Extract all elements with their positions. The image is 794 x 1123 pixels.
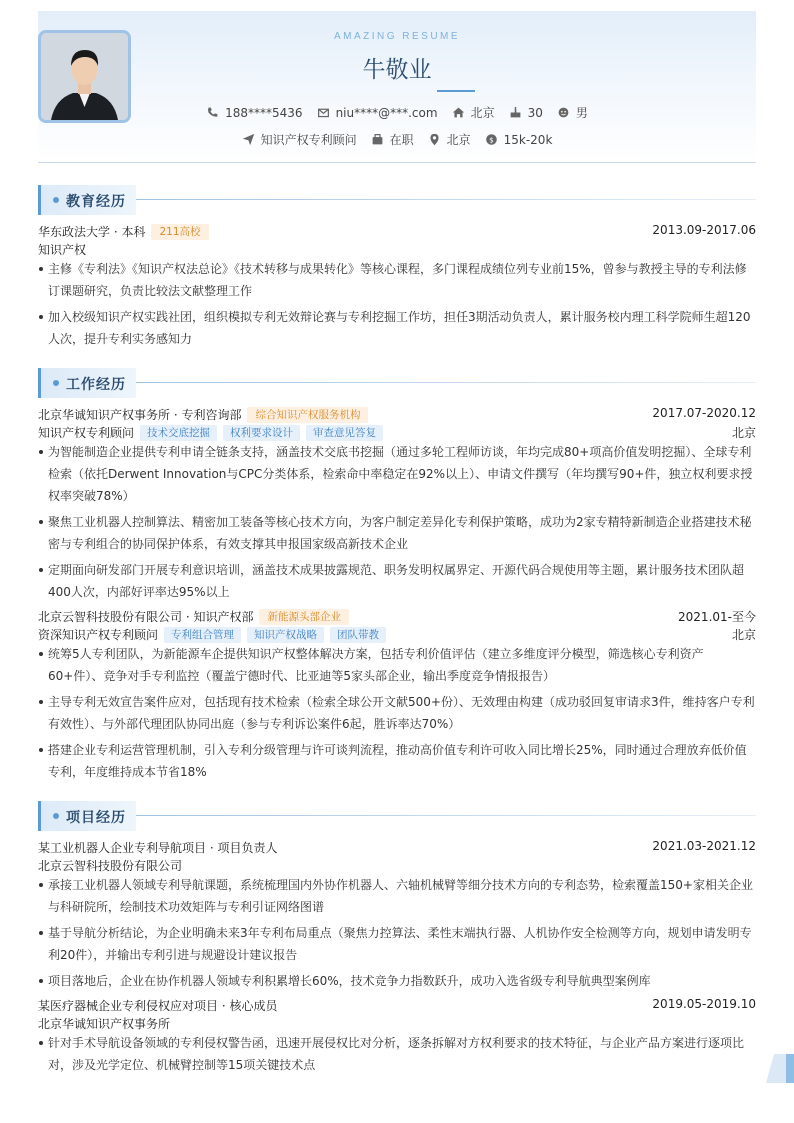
- briefcase-icon: [371, 133, 384, 146]
- gender-icon: [557, 106, 570, 119]
- candidate-name: 牛敬业: [362, 57, 432, 83]
- company-tag: 综合知识产权服务机构: [247, 407, 368, 423]
- status-text: 在职: [389, 133, 414, 147]
- work-role-line: [38, 424, 756, 442]
- project-date: 2019.05-2019.10: [652, 997, 756, 1011]
- send-icon: [242, 133, 255, 146]
- section-title: 教育经历: [66, 194, 126, 210]
- skill-tag: 技术交底挖掘: [140, 425, 217, 441]
- section-divider: [136, 382, 756, 383]
- school-name: 华东政法大学 · 本科: [38, 225, 146, 239]
- section-dot-icon: [53, 380, 59, 386]
- age-text: 30: [527, 105, 543, 120]
- target-position-item: [242, 131, 357, 148]
- salary-item: [485, 133, 553, 147]
- company-name: 北京云智科技股份有限公司 · 知识产权部: [38, 610, 254, 624]
- skill-tag: 审查意见答复: [306, 425, 383, 441]
- list-item: 主导专利无效宣告案件应对，包括现有技术检索（检索全球公开文献500+份）、无效理由构建（成功驳回复审请求3件，维持客户专利有效性）、与外部代理团队协同出庭（参与专利诉讼案件6起，胜诉率达70%）: [38, 691, 756, 735]
- corner-decoration: [766, 1054, 794, 1083]
- work-entry-header: [38, 608, 756, 626]
- salary-icon: [485, 133, 498, 146]
- home-text: 北京: [470, 106, 495, 120]
- skill-tag: 知识产权战略: [247, 627, 324, 643]
- project-date: 2021.03-2021.12: [652, 839, 756, 853]
- list-item: 搭建企业专利运营管理机制，引入专利分级管理与许可谈判流程，推动高价值专利许可收入同比增长25%，同时通过合理放弃低价值专利，年度维持成本节省18%: [38, 739, 756, 783]
- section-divider: [136, 199, 756, 200]
- section-dot-icon: [53, 197, 59, 203]
- gender-text: 男: [575, 106, 588, 120]
- phone-text: 188****5436: [225, 105, 303, 120]
- job-role: 资深知识产权专利顾问: [38, 628, 159, 642]
- resume-subtitle: AMAZING RESUME: [333, 31, 461, 42]
- list-item: 针对手术导航设备领域的专利侵权警告函，迅速开展侵权比对分析，逐条拆解对方权利要求的技术特征，与企业产品方案进行逐项比对，涉及光学定位、机械臂控制等15项关键技术点: [38, 1032, 756, 1076]
- section-dot-icon: [53, 813, 59, 819]
- skill-tag: 专利组合管理: [164, 627, 241, 643]
- job-intent-row: [38, 131, 756, 148]
- section-title: 项目经历: [66, 810, 126, 826]
- list-item: 项目落地后，企业在协作机器人领域专利积累增长60%，技术竞争力指数跃升，成功入选省级专利导航典型案例库: [38, 970, 756, 992]
- company-name: 北京华诚知识产权事务所 · 专利咨询部: [38, 408, 242, 422]
- project-section-header: [38, 801, 756, 831]
- svg-text:$: $: [488, 135, 494, 145]
- contact-row: [38, 104, 756, 121]
- project-org-line: [38, 1015, 756, 1033]
- major: 知识产权: [38, 243, 87, 257]
- project-title: 某医疗器械企业专利侵权应对项目 · 核心成员: [38, 999, 278, 1013]
- status-item: [371, 131, 414, 148]
- skill-tag: 团队带教: [330, 627, 386, 643]
- section-divider: [136, 815, 756, 816]
- education-date: 2013.09-2017.06: [652, 223, 756, 237]
- education-entry-header: [38, 223, 756, 241]
- job-role: 知识产权专利顾问: [38, 426, 135, 440]
- company-tag: 新能源头部企业: [259, 609, 349, 625]
- project-entry-header: [38, 997, 756, 1015]
- location-pin-icon: [428, 133, 441, 146]
- work-date: 2017.07-2020.12: [652, 406, 756, 420]
- list-item: 基于导航分析结论，为企业明确未来3年专利布局重点（聚焦力控算法、柔性末端执行器、人机协作安全检测等方向，规划申请发明专利20件），并输出专利引进与规避设计建议报告: [38, 922, 756, 966]
- work-entry-header: [38, 406, 756, 424]
- salary-text: 15k-20k: [503, 132, 553, 147]
- project-entry-header: [38, 839, 756, 857]
- phone-item: [206, 106, 302, 120]
- list-item: 聚焦工业机器人控制算法、精密加工装备等核心技术方向，为客户制定差异化专利保护策略，成功为2家专精特新制造企业搭建技术秘密与专利组合的协同保护体系，有效支撑其申报国家级高新技术企业: [38, 511, 756, 555]
- gender-item: [557, 104, 588, 121]
- target-city-item: [428, 131, 471, 148]
- mail-icon: [317, 106, 330, 119]
- project-org-line: [38, 857, 756, 875]
- home-icon: [452, 106, 465, 119]
- work-city: 北京: [731, 628, 756, 642]
- education-section-header: [38, 185, 756, 215]
- project-org: 北京云智科技股份有限公司: [38, 859, 183, 873]
- resume-header: [38, 11, 756, 163]
- email-item: [317, 106, 438, 120]
- education-major-line: [38, 241, 756, 259]
- work-section-header: [38, 368, 756, 398]
- email-text: niu****@***.com: [335, 105, 438, 120]
- project-title: 某工业机器人企业专利导航项目 · 项目负责人: [38, 841, 278, 855]
- school-tag: 211高校: [151, 224, 208, 240]
- section-title: 工作经历: [66, 377, 126, 393]
- skill-tag: 权利要求设计: [223, 425, 300, 441]
- work-role-line: [38, 626, 756, 644]
- phone-icon: [206, 106, 219, 119]
- list-item: 统筹5人专利团队，为新能源车企提供知识产权整体解决方案，包括专利价值评估（建立多维度评分模型，筛选核心专利资产60+件）、竞争对手专利监控（覆盖宁德时代、比亚迪等5家头部企业，输出季度竞争情报报告）: [38, 643, 756, 687]
- home-item: [452, 104, 495, 121]
- age-item: [509, 106, 543, 120]
- list-item: 为智能制造企业提供专利申请全链条支持，涵盖技术交底书挖掘（通过多轮工程师访谈，年均完成80+项高价值发明挖掘）、全球专利检索（依托Derwent Innovation与CPC分类体系，检索命中率稳定在92%以上）、申请文件撰写（年均撰写90+件，独立权利要求授权率突破78%）: [38, 441, 756, 507]
- name-underline: [437, 90, 475, 92]
- list-item: 定期面向研发部门开展专利意识培训，涵盖技术成果披露规范、职务发明权属界定、开源代码合规使用等主题，累计服务技术团队超400人次，内部好评率达95%以上: [38, 559, 756, 603]
- target-city-text: 北京: [446, 133, 471, 147]
- list-item: 主修《专利法》《知识产权法总论》《技术转移与成果转化》等核心课程，多门课程成绩位列专业前15%，曾参与教授主导的专利法修订课题研究，负责比较法文献整理工作: [38, 258, 756, 302]
- work-city: 北京: [731, 426, 756, 440]
- list-item: 加入校级知识产权实践社团，组织模拟专利无效辩论赛与专利挖掘工作坊，担任3期活动负责人，累计服务校内理工科学院师生超120人次，提升专利实务感知力: [38, 306, 756, 350]
- cake-icon: [509, 106, 522, 119]
- work-date: 2021.01-至今: [678, 610, 756, 624]
- list-item: 承接工业机器人领域专利导航课题，系统梳理国内外协作机器人、六轴机械臂等细分技术方向的专利态势，检索覆盖150+家相关企业与科研院所，绘制技术功效矩阵与专利引证网络图谱: [38, 874, 756, 918]
- project-org: 北京华诚知识产权事务所: [38, 1017, 171, 1031]
- target-position-text: 知识产权专利顾问: [260, 133, 357, 147]
